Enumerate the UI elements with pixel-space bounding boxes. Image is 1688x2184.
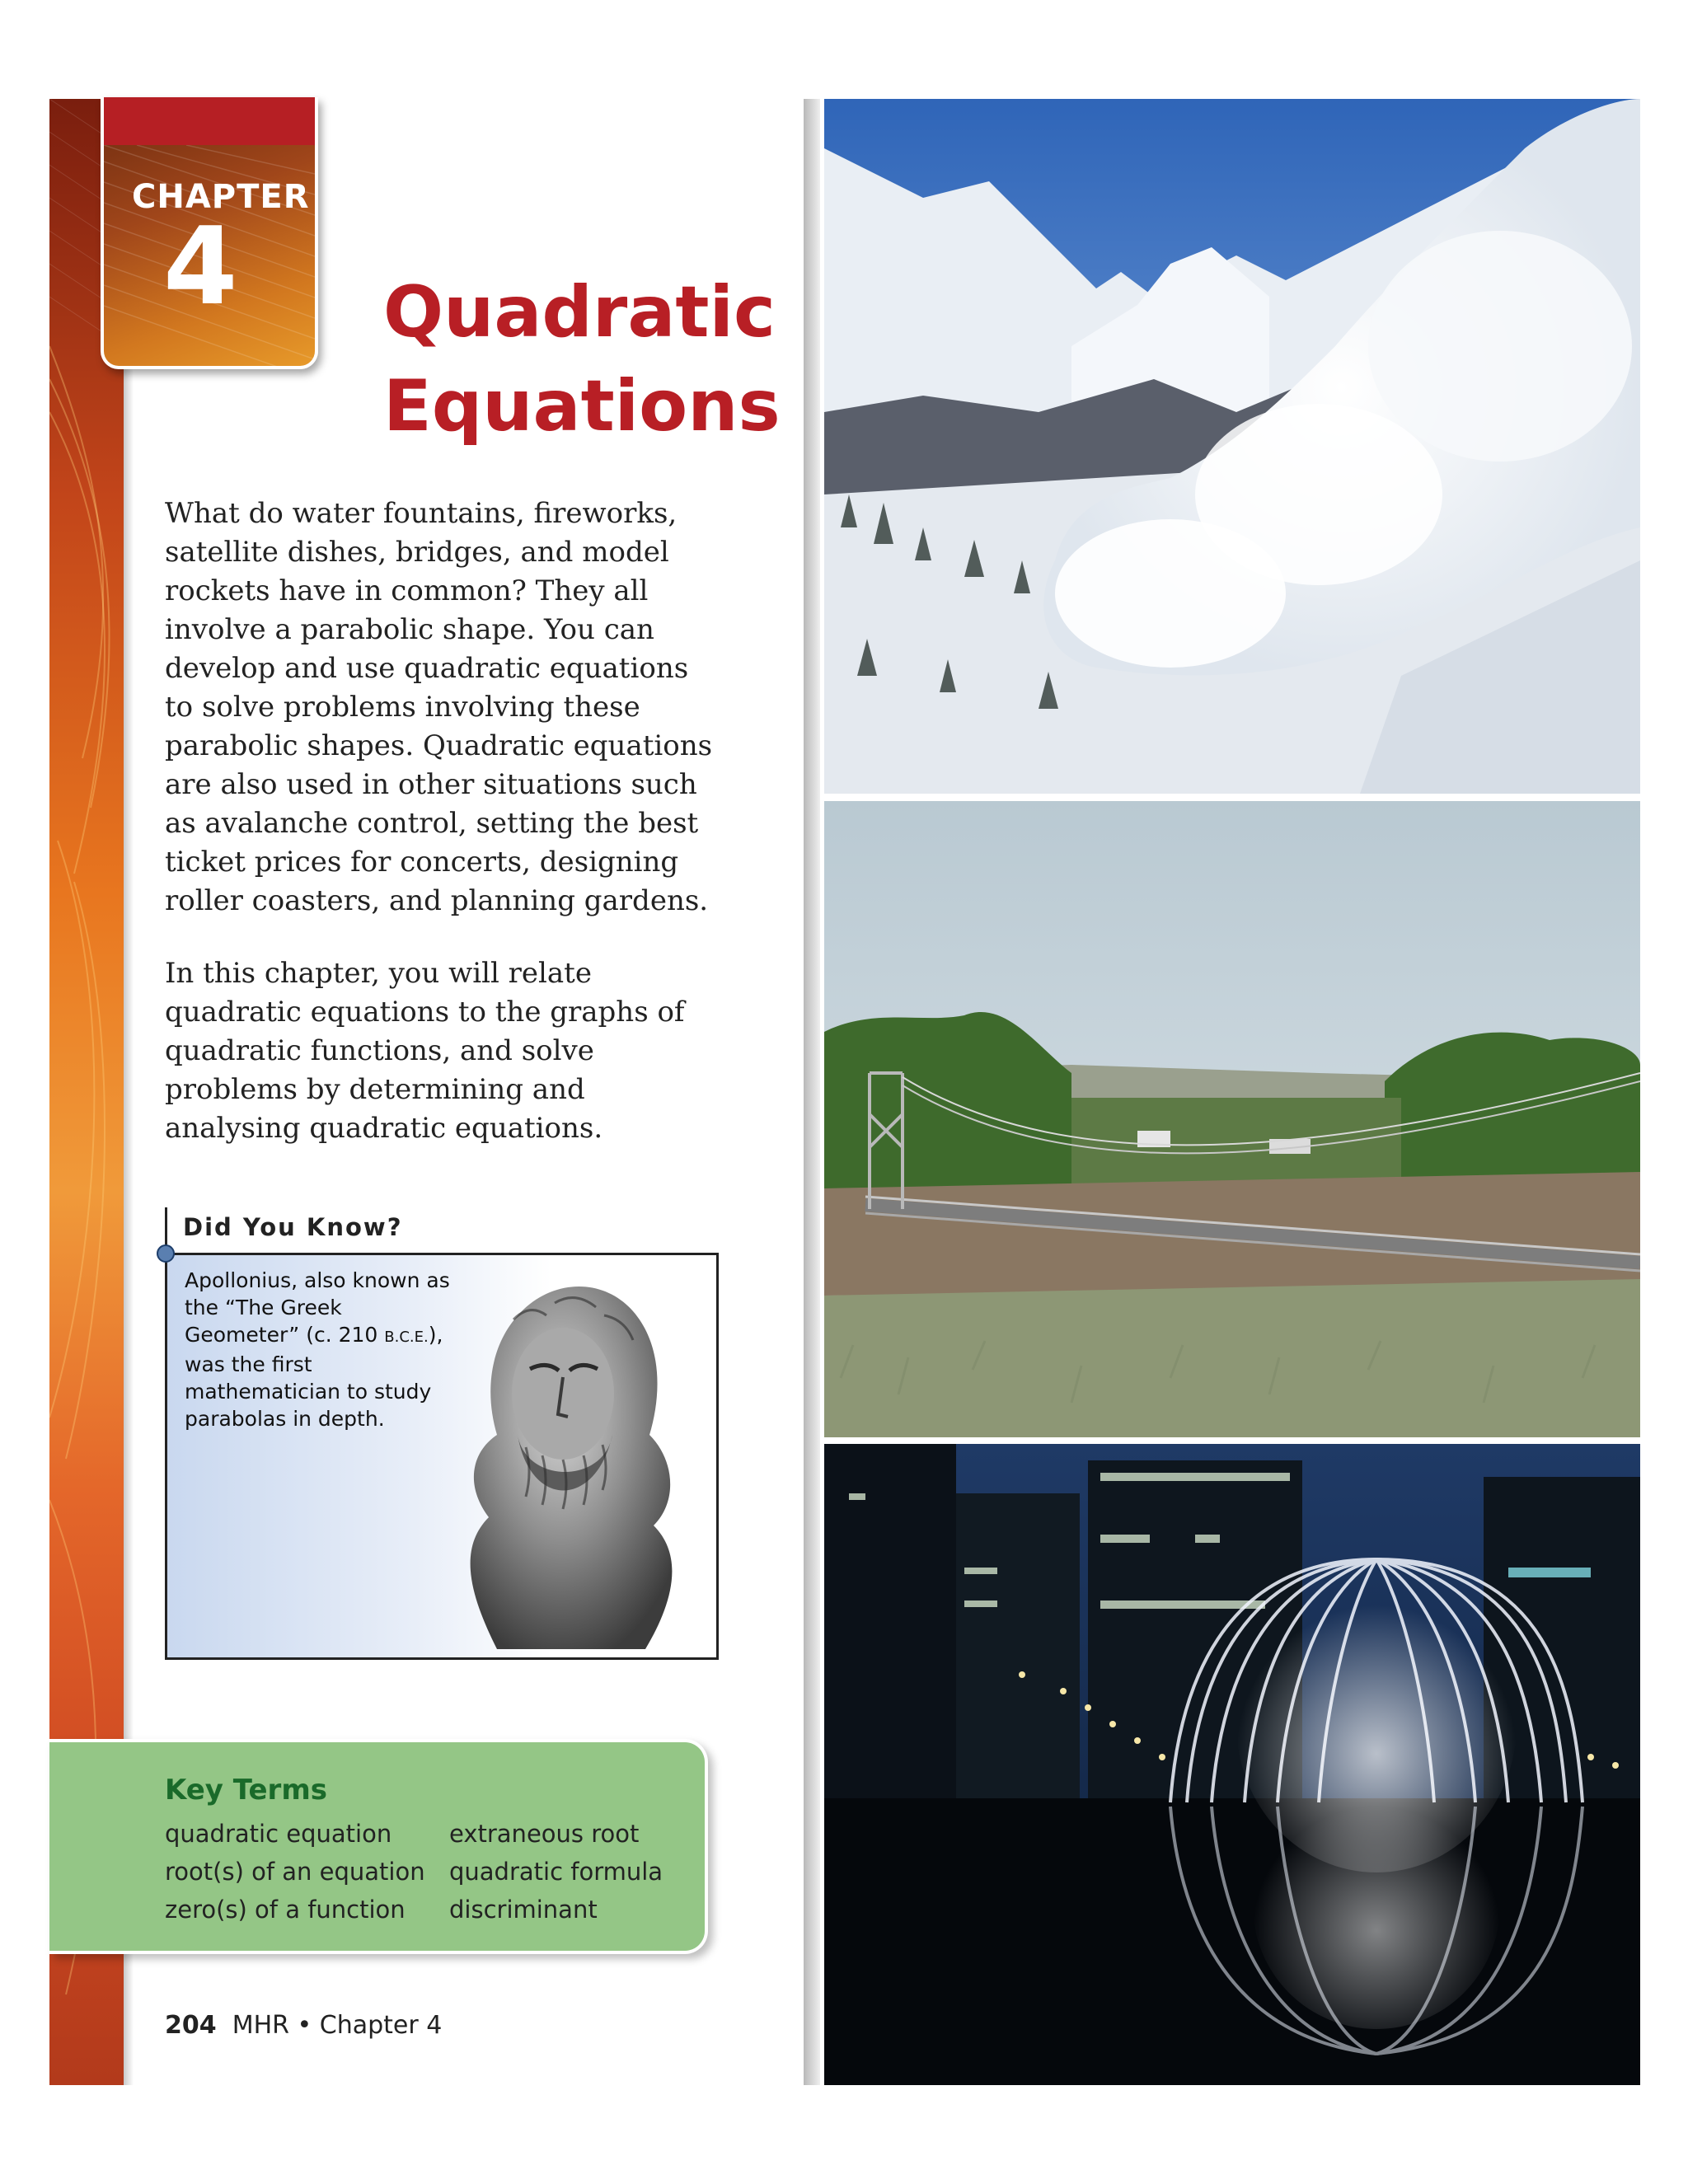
page-number: 204 (165, 2011, 217, 2040)
chapter-title-line1: Quadratic (383, 271, 776, 354)
chapter-title-line2: Equations (383, 365, 781, 448)
chapter-tab (101, 97, 318, 369)
chapter-number: 4 (163, 204, 238, 329)
footer-text: MHR • Chapter 4 (232, 2011, 443, 2040)
did-you-know-text-part1: Apollonius, also known as the “The Greek Geometer” (c. 210 (185, 1268, 450, 1347)
key-term: extraneous root (449, 1820, 640, 1848)
page-divider (804, 99, 820, 2085)
suspension-bridge-photo (824, 801, 1640, 1437)
avalanche-photo (824, 99, 1640, 794)
key-term: zero(s) of a function (165, 1896, 406, 1924)
chapter-label: CHAPTER (132, 178, 310, 216)
did-you-know-text (185, 1267, 457, 1432)
key-terms-heading: Key Terms (165, 1774, 327, 1807)
key-term: discriminant (449, 1896, 598, 1924)
key-term: quadratic equation (165, 1820, 392, 1848)
key-term: root(s) of an equation (165, 1858, 425, 1886)
did-you-know-era: B.C.E. (384, 1329, 429, 1346)
fountain-photo (824, 1444, 1640, 2085)
page-footer (165, 2011, 442, 2040)
chapter-title (383, 265, 779, 453)
did-you-know-text-part2: ), was the first mathematician to study parabolas in depth. (185, 1323, 443, 1431)
chapter-tab-header (104, 97, 315, 145)
intro-paragraph-1: What do water fountains, fireworks, satellite dishes, bridges, and model rockets have in common? They all involve a parabolic shape. You can develop and use quadratic equations to solve problems involving these parabolic shapes. Quadratic equations are also used in other situations such as avalanche control, setting the best ticket prices for concerts, designing roller coasters, and planning gardens. (165, 497, 713, 917)
apollonius-bust-image (439, 1270, 687, 1649)
did-you-know-heading: Did You Know? (183, 1213, 403, 1241)
did-you-know-bullet-dot (157, 1244, 175, 1263)
key-term: quadratic formula (449, 1858, 663, 1886)
intro-paragraph-2: In this chapter, you will relate quadratic equations to the graphs of quadratic functions, and solve problems by determining and analysing quadratic equations. (165, 957, 685, 1145)
